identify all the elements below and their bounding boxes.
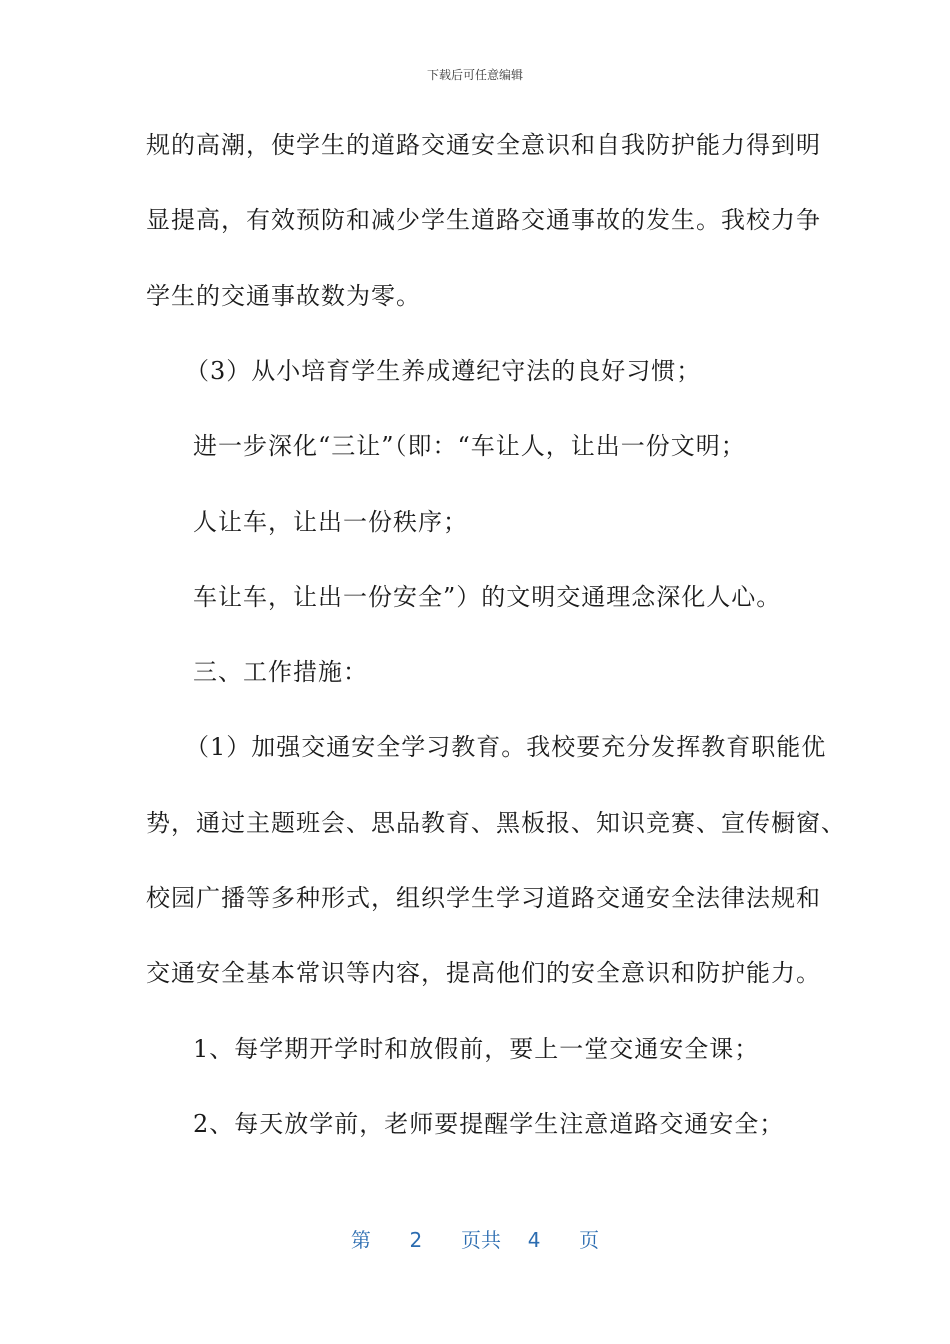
footer-label-end: 页 — [579, 1228, 600, 1252]
body-line-6: 人让车，让出一份秩序； — [193, 508, 468, 536]
page-footer — [0, 1224, 950, 1253]
body-line-12: 交通安全基本常识等内容，提高他们的安全意识和防护能力。 — [146, 959, 821, 987]
body-line-7: 车让车，让出一份安全”）的文明交通理念深化人心。 — [193, 583, 782, 611]
footer-label-of: 页共 — [461, 1228, 501, 1252]
footer-total-pages: 4 — [527, 1228, 541, 1252]
body-line-5: 进一步深化“三让”（即：“车让人，让出一份文明； — [193, 432, 746, 460]
body-line-4: （3）从小培育学生养成遵纪守法的良好习惯； — [185, 357, 702, 385]
body-line-2: 显提高，有效预防和减少学生道路交通事故的发生。我校力争 — [146, 206, 821, 234]
section-heading-measures: 三、工作措施： — [193, 658, 368, 686]
footer-label-page: 第 — [350, 1228, 371, 1252]
body-line-10: 势，通过主题班会、思品教育、黑板报、知识竞赛、宣传橱窗、 — [146, 809, 846, 837]
footer-current-page: 2 — [409, 1228, 423, 1252]
list-item-1: 1、每学期开学时和放假前，要上一堂交通安全课； — [193, 1035, 760, 1063]
body-line-1: 规的高潮，使学生的道路交通安全意识和自我防护能力得到明 — [146, 131, 821, 159]
body-line-3: 学生的交通事故数为零。 — [146, 282, 421, 310]
body-line-11: 校园广播等多种形式，组织学生学习道路交通安全法律法规和 — [146, 884, 821, 912]
body-line-9: （1）加强交通安全学习教育。我校要充分发挥教育职能优 — [185, 733, 827, 761]
list-item-2: 2、每天放学前，老师要提醒学生注意道路交通安全； — [193, 1110, 785, 1138]
page-header-note: 下载后可任意编辑 — [426, 68, 523, 82]
